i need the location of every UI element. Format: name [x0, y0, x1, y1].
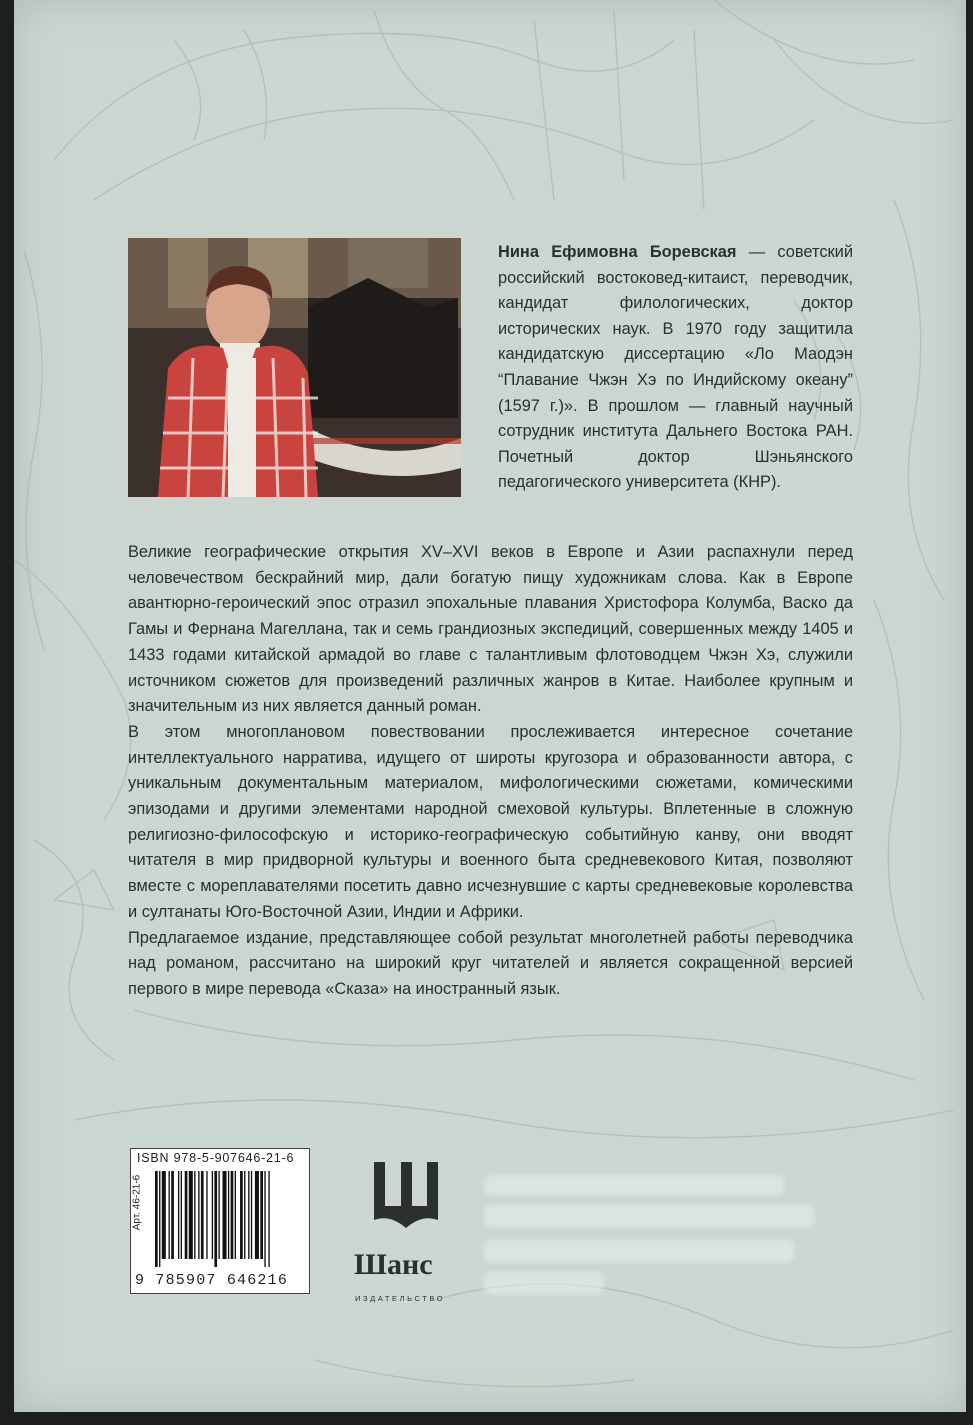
barcode-number: 9 785907 646216 — [135, 1272, 289, 1289]
barcode-bar — [189, 1171, 193, 1259]
barcode-bar — [251, 1171, 252, 1259]
publisher-subtitle: ИЗДАТЕЛЬСТВО — [355, 1294, 446, 1303]
barcode-bar — [223, 1171, 227, 1259]
barcode-bar — [178, 1171, 179, 1259]
author-name: Нина Ефимовна Боревская — [498, 243, 737, 261]
barcode-bar — [248, 1171, 249, 1259]
barcode-bar — [194, 1171, 195, 1259]
barcode-bar — [218, 1171, 219, 1259]
barcode-bar — [260, 1171, 263, 1259]
barcode-bar — [244, 1171, 245, 1259]
description-paragraph: Великие географические открытия XV–XVI веков в Европе и Азии распахнули перед человечеством бескрайний мир, дали богатую пищу художникам слова. Как в Европе авантюрно-героический эпос отразил эпохальные плавания Христофора Колумба, Васко да Гамы и Фернана Магеллана, так и семь грандиозных экспедиций, совершенных между 1405 и 1433 годами китайской армадой во главе с талантливым флотоводцем Чжэн Хэ, служили источником сюжетов для произведений различных жанров в Китае. Наиболее крупным и значительным из них является данный роман. — [128, 543, 853, 716]
isbn-barcode — [130, 1148, 310, 1294]
barcode-bar — [228, 1171, 229, 1259]
barcode-bar — [212, 1171, 213, 1259]
blurred-region — [484, 1240, 794, 1262]
barcode-bar — [240, 1171, 243, 1259]
author-photo — [128, 238, 461, 497]
barcode-bar — [255, 1171, 259, 1259]
description-paragraph: Предлагаемое издание, представляющее собой результат многолетней работы переводчика над романом, рассчитано на широкий круг читателей и является сокращенной версией первого в мире перевода «Сказа» на иностранный язык. — [128, 928, 853, 998]
barcode-bar — [171, 1171, 174, 1259]
barcode-bar — [181, 1171, 182, 1259]
barcode-bar — [231, 1171, 234, 1259]
publisher-name: Шанс — [354, 1248, 433, 1281]
publisher-logo-icon — [374, 1162, 438, 1228]
barcode-bars — [155, 1171, 305, 1267]
barcode-bar — [214, 1171, 217, 1267]
article-number: Арт. 46-21-6 — [131, 1174, 143, 1231]
description-paragraph: В этом многоплановом повествовании прослеживается интересное сочетание интеллектуального нарратива, идущего от широты кругозора и образованности автора, с уникальным документальным материалом, мифологическими сюжетами, комическими эпизодами и другими элементами народной смеховой культуры. Вплетенные в сложную религиозно-философскую и историко-географическую событийную канву, они вводят читателя в мир придворной культуры и военного быта средневекового Китая, позволяют вместе с мореплавателями посетить давно исчезнувшие с карты средневековые королевства и султанаты Юго-Восточной Азии, Индии и Африки. — [128, 722, 853, 921]
barcode-bar — [162, 1171, 166, 1259]
barcode-bar — [268, 1171, 269, 1267]
book-description — [128, 540, 853, 1003]
barcode-bar — [201, 1171, 204, 1259]
blurred-region — [484, 1272, 604, 1294]
barcode-bar — [235, 1171, 236, 1259]
back-cover — [14, 0, 966, 1412]
author-bio-text: — советский российский востоковед-китаист, переводчик, кандидат филологических, доктор исторических наук. В 1970 году защитила кандидатскую диссертацию «Ло Маодэн “Плавание Чжэн Хэ по Индийскому океану” (1597 г.)». В прошлом — главный научный сотрудник института Дальнего Востока РАН. Почетный доктор Шэньянского педагогического университета (КНР). — [498, 243, 853, 492]
barcode-bar — [206, 1171, 207, 1259]
barcode-bar — [264, 1171, 265, 1267]
barcode-bar — [185, 1171, 188, 1259]
isbn-label: ISBN 978-5-907646-21-6 — [137, 1151, 295, 1165]
blurred-region — [484, 1175, 784, 1195]
barcode-bar — [198, 1171, 199, 1259]
barcode-bar — [159, 1171, 160, 1267]
barcode-bar — [155, 1171, 158, 1267]
barcode-bar — [169, 1171, 170, 1259]
author-bio — [498, 240, 853, 496]
blurred-region — [484, 1205, 814, 1227]
